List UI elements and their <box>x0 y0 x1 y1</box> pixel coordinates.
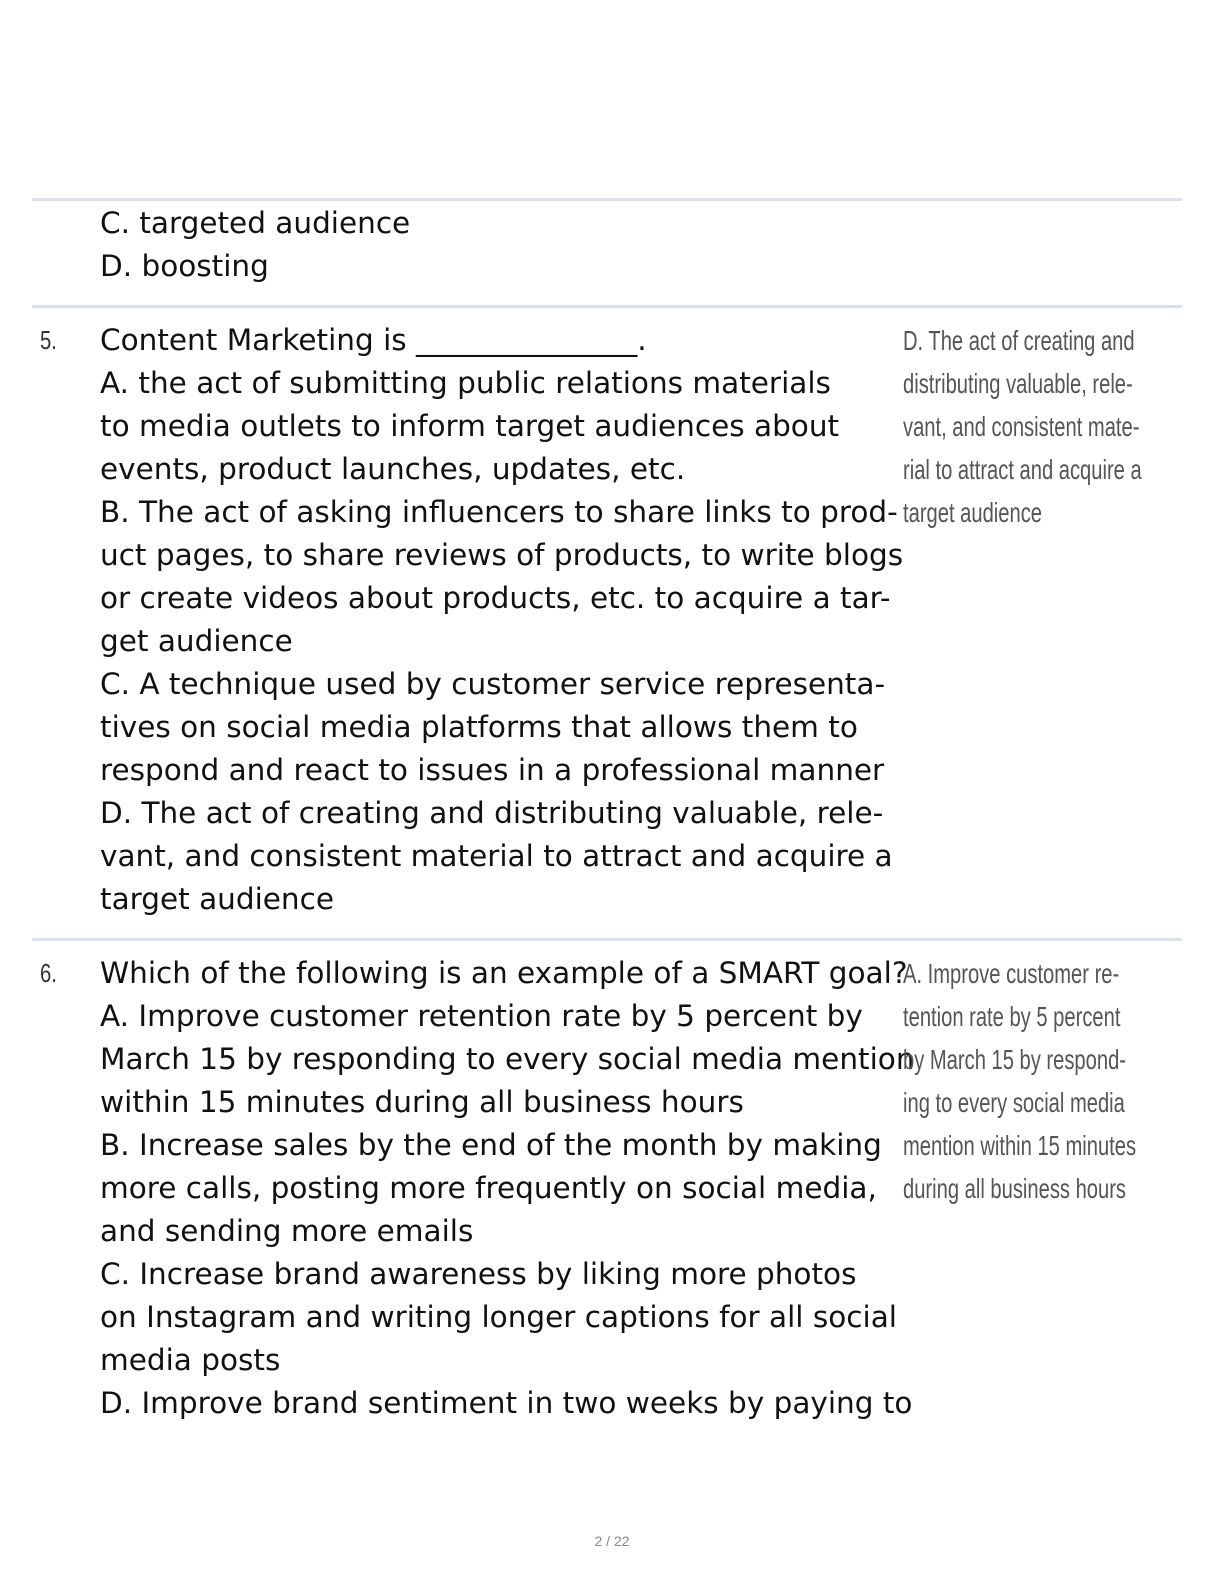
option-line: D. boosting <box>100 249 269 283</box>
page-number: 2 / 22 <box>594 1533 630 1549</box>
answer-line: by March 15 by respond- <box>903 1044 1126 1075</box>
question-line: B. The act of asking influencers to share links to prod- <box>100 495 898 529</box>
question-line: target audience <box>100 882 334 916</box>
question-line: respond and react to issues in a professional manner <box>100 753 885 787</box>
question-line: within 15 minutes during all business hours <box>100 1085 744 1119</box>
question-line: A. Improve customer retention rate by 5 percent by <box>100 999 863 1033</box>
answer-line: vant, and consistent mate- <box>903 411 1140 442</box>
question-line: more calls, posting more frequently on social media, <box>100 1171 877 1205</box>
answer-line: target audience <box>903 497 1042 528</box>
question-line: D. Improve brand sentiment in two weeks by paying to <box>100 1386 913 1420</box>
question-line: B. Increase sales by the end of the month by making <box>100 1128 882 1162</box>
question-line: March 15 by responding to every social media mention <box>100 1042 915 1076</box>
question-line: or create videos about products, etc. to acquire a tar- <box>100 581 891 615</box>
question-number: 6. <box>40 958 57 988</box>
question-line: Content Marketing is _______________. <box>100 323 647 357</box>
question-line: to media outlets to inform target audiences about <box>100 409 840 443</box>
question-line: and sending more emails <box>100 1214 474 1248</box>
option-line: C. targeted audience <box>100 206 411 240</box>
answer-line: tention rate by 5 percent <box>903 1001 1121 1032</box>
question-line: A. the act of submitting public relations materials <box>100 366 831 400</box>
answer-line: distributing valuable, rele- <box>903 368 1133 399</box>
question-line: media posts <box>100 1343 281 1377</box>
question-line: Which of the following is an example of a SMART goal? <box>100 956 908 990</box>
question-line: get audience <box>100 624 293 658</box>
question-line: tives on social media platforms that allows them to <box>100 710 858 744</box>
answer-line: ing to every social media <box>903 1087 1125 1118</box>
question-line: D. The act of creating and distributing valuable, rele- <box>100 796 884 830</box>
question-line: events, product launches, updates, etc. <box>100 452 686 486</box>
answer-line: rial to attract and acquire a <box>903 454 1142 485</box>
question-line: C. A technique used by customer service representa- <box>100 667 886 701</box>
divider-top <box>32 198 1182 201</box>
divider-before-q6 <box>32 938 1182 941</box>
question-line: vant, and consistent material to attract and acquire a <box>100 839 893 873</box>
question-number: 5. <box>40 325 57 355</box>
answer-line: during all business hours <box>903 1173 1127 1204</box>
divider-before-q5 <box>32 305 1182 308</box>
question-line: uct pages, to share reviews of products, to write blogs <box>100 538 904 572</box>
question-line: on Instagram and writing longer captions for all social <box>100 1300 897 1334</box>
answer-line: A. Improve customer re- <box>903 958 1120 989</box>
answer-line: mention within 15 minutes <box>903 1130 1137 1161</box>
question-line: C. Increase brand awareness by liking more photos <box>100 1257 857 1291</box>
answer-line: D. The act of creating and <box>903 325 1135 356</box>
